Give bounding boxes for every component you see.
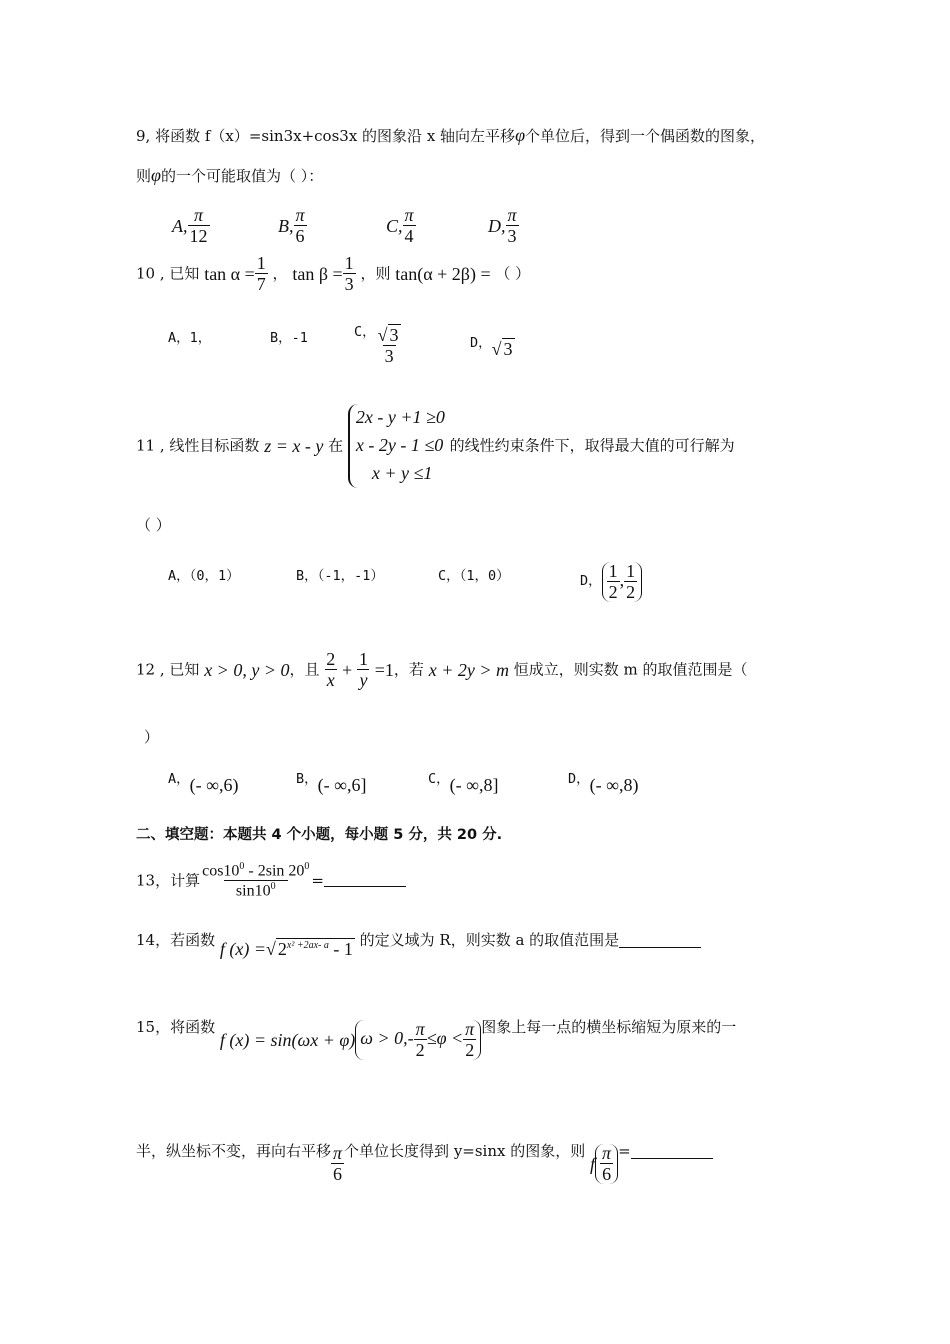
condition-a: ω > 0,- bbox=[360, 1028, 414, 1049]
q9-prompt: 的一个可能取值为（ ）： bbox=[160, 167, 324, 185]
fraction bbox=[324, 650, 337, 690]
q10-prefix: 10 , 已知 bbox=[136, 264, 200, 283]
denominator: 7 bbox=[256, 273, 266, 294]
interval: (- ∞,6) bbox=[189, 775, 239, 795]
q12-option-a[interactable] bbox=[168, 768, 239, 795]
q10-line bbox=[136, 254, 530, 294]
q14-suffix: 的定义域为 R，则实数 a 的取值范围是 bbox=[359, 931, 620, 949]
numerator: 1 bbox=[626, 561, 636, 581]
numerator: π bbox=[193, 205, 204, 225]
q9-line1 bbox=[136, 126, 765, 144]
sqrt-expression: √ $2^{x^2 +2ax- a} - 1$ bbox=[266, 939, 353, 959]
numerator: π bbox=[404, 205, 414, 225]
tan-alpha: tan α = bbox=[204, 263, 255, 284]
tan-beta: tan β = bbox=[292, 263, 343, 284]
option-label: A, bbox=[172, 215, 188, 236]
denominator: 2 bbox=[608, 581, 618, 602]
q15-function: f (x) = sin(ωx + φ) bbox=[219, 1029, 356, 1050]
denominator: x bbox=[326, 669, 335, 690]
q10-option-a[interactable]: A，1， bbox=[168, 330, 212, 346]
answer-paren: （ ） bbox=[495, 264, 531, 283]
denominator: 3 bbox=[344, 273, 354, 294]
numerator: 1 bbox=[608, 561, 618, 581]
sqrt-value: √ 3 bbox=[491, 339, 513, 359]
numerator: π bbox=[507, 205, 517, 225]
q15-line1 bbox=[136, 1020, 736, 1060]
objective-function: z = x - y bbox=[264, 435, 324, 456]
q12-close: ） bbox=[144, 728, 160, 746]
q15-line2 bbox=[136, 1144, 713, 1184]
q12-suffix: 恒成立，则实数 m 的取值范围是（ bbox=[513, 660, 748, 679]
fraction bbox=[403, 206, 416, 246]
denominator: 2 bbox=[415, 1039, 425, 1060]
q9-option-c[interactable] bbox=[386, 206, 416, 246]
numerator: π bbox=[295, 205, 305, 225]
fraction bbox=[188, 206, 210, 246]
numerator-b: - 2sin 20 bbox=[244, 862, 305, 880]
q9-line2 bbox=[136, 166, 323, 184]
q9-then: 则 bbox=[136, 167, 152, 185]
denominator: 6 bbox=[333, 1163, 343, 1184]
q12-prefix: 12 , 已知 bbox=[136, 660, 200, 679]
option-label: D， bbox=[568, 771, 590, 787]
option-label: B, bbox=[278, 215, 294, 236]
f-symbol: f bbox=[590, 1153, 596, 1174]
q12-option-d[interactable] bbox=[568, 768, 639, 795]
q11-option-b[interactable]: B，（-1，-1） bbox=[296, 568, 384, 584]
fraction bbox=[255, 254, 268, 294]
q11-suffix: 的线性约束条件下，取得最大值的可行解为 bbox=[449, 436, 735, 455]
q10-option-c[interactable] bbox=[354, 326, 403, 366]
denominator: 3 bbox=[507, 225, 517, 246]
degree-sup: 0 bbox=[304, 861, 310, 872]
q9-option-d[interactable] bbox=[488, 206, 519, 246]
q9-text: 9, 将函数 f（x）=sin3x+cos3x 的图象沿 x 轴向左平移 bbox=[136, 127, 516, 145]
numerator: 1 bbox=[358, 649, 368, 669]
q12-ruo: ，若 bbox=[393, 660, 424, 679]
fraction bbox=[506, 206, 519, 246]
q11-prefix: 11 , 线性目标函数 bbox=[136, 436, 260, 455]
q15-condition bbox=[355, 1020, 481, 1060]
option-label: C， bbox=[354, 324, 376, 340]
q9-option-a[interactable] bbox=[172, 206, 210, 246]
denominator: 3 bbox=[384, 345, 394, 366]
q13-prefix: 13，计算 bbox=[136, 871, 201, 890]
q11-option-d[interactable] bbox=[580, 562, 642, 602]
point-paren: $\frac{1}{2}$ , $\frac{1}{2}$ bbox=[602, 562, 643, 602]
denominator: 2 bbox=[626, 581, 636, 602]
q9-option-b[interactable] bbox=[278, 206, 307, 246]
phi-symbol: φ bbox=[515, 125, 526, 145]
option-label: B， bbox=[296, 771, 318, 787]
q14-line bbox=[136, 930, 701, 959]
q12-option-c[interactable] bbox=[428, 768, 499, 795]
q10-expression: tan(α + 2β) = bbox=[395, 263, 491, 284]
q11-option-c[interactable]: C，（1，0） bbox=[438, 568, 510, 584]
q15-suffix: 图象上每一点的横坐标缩短为原来的一 bbox=[481, 1018, 737, 1036]
constraint-2: x - 2y - 1 ≤0 bbox=[355, 434, 444, 455]
constraint-3: x + y ≤1 bbox=[371, 462, 433, 483]
numerator: π bbox=[602, 1143, 612, 1163]
constraint-1: 2x - y +1 ≥0 bbox=[355, 407, 445, 427]
numerator: 2 bbox=[326, 649, 336, 669]
option-label: D， bbox=[470, 335, 492, 351]
equals: = bbox=[618, 1142, 631, 1160]
fraction bbox=[357, 650, 370, 690]
denominator: 6 bbox=[295, 225, 305, 246]
condition-b: ≤φ < bbox=[426, 1028, 464, 1049]
numerator: π bbox=[465, 1019, 475, 1039]
section-heading: 二、填空题：本题共 4 个小题，每小题 5 分，共 20 分. bbox=[136, 827, 503, 843]
q10-option-d[interactable] bbox=[470, 332, 515, 359]
comma: ， bbox=[272, 264, 288, 283]
answer-blank[interactable] bbox=[619, 933, 701, 948]
q12-condition: x > 0, y > 0 bbox=[204, 659, 290, 680]
radicand: 3 bbox=[389, 325, 399, 345]
q11-option-a[interactable]: A，（0，1） bbox=[168, 568, 240, 584]
denominator: 2 bbox=[465, 1039, 475, 1060]
plus: + bbox=[342, 659, 353, 680]
q13-line bbox=[136, 862, 406, 900]
numerator: π bbox=[415, 1019, 425, 1039]
q13-fraction bbox=[200, 862, 311, 900]
interval: (- ∞,6] bbox=[317, 775, 367, 795]
option-label: A， bbox=[168, 771, 190, 787]
q9-text-end: 个单位后，得到一个偶函数的图象， bbox=[525, 127, 766, 145]
q14-prefix: 14，若函数 bbox=[136, 931, 216, 949]
q11-zai: 在 bbox=[328, 436, 344, 455]
interval: (- ∞,8] bbox=[449, 775, 499, 795]
equals-one: =1 bbox=[374, 659, 394, 680]
numerator: 1 bbox=[344, 253, 354, 273]
equals: = bbox=[311, 871, 324, 890]
q11-line bbox=[136, 404, 735, 488]
numerator: π bbox=[333, 1143, 343, 1163]
denominator: sin10 bbox=[235, 882, 271, 900]
answer-blank[interactable] bbox=[631, 1144, 713, 1159]
option-label: D， bbox=[580, 573, 602, 590]
fraction bbox=[331, 1144, 344, 1184]
q15-prefix: 15，将函数 bbox=[136, 1018, 216, 1036]
q10-option-b[interactable]: B，-1 bbox=[270, 330, 308, 346]
exponent: x² +2ax- a bbox=[286, 940, 329, 951]
denominator: 6 bbox=[602, 1163, 612, 1184]
minus-one: - 1 bbox=[328, 939, 353, 959]
option-label: C, bbox=[386, 215, 403, 236]
q10-then: ，则 bbox=[360, 264, 391, 283]
q14-function: f (x) = bbox=[219, 939, 266, 959]
f-argument bbox=[595, 1144, 618, 1184]
q11-paren: （ ） bbox=[136, 516, 171, 534]
denominator: 12 bbox=[189, 225, 208, 246]
fraction bbox=[343, 254, 356, 294]
base: 2 bbox=[277, 939, 287, 959]
q12-option-b[interactable] bbox=[296, 768, 367, 795]
sqrt-fraction: $\frac{√ 3}{3}$ bbox=[377, 325, 399, 366]
phi-symbol: φ bbox=[151, 165, 161, 185]
fraction bbox=[294, 206, 307, 246]
q12-line bbox=[136, 650, 748, 690]
numerator-a: cos10 bbox=[202, 862, 240, 880]
denominator: 4 bbox=[404, 225, 414, 246]
q12-qie: ，且 bbox=[289, 660, 320, 679]
radicand: 3 bbox=[503, 339, 513, 359]
numerator: 1 bbox=[256, 253, 266, 273]
constraint-system bbox=[348, 404, 445, 488]
option-label: C， bbox=[428, 771, 450, 787]
q15-line2-text: 半，纵坐标不变，再向右平移 bbox=[136, 1142, 332, 1160]
q15-line2-text-b: 个单位长度得到 y=sinx 的图象，则 bbox=[344, 1142, 586, 1160]
q12-inequality: x + 2y > m bbox=[428, 659, 509, 680]
degree-sup: 0 bbox=[239, 861, 245, 872]
degree-sup: 0 bbox=[270, 881, 276, 893]
interval: (- ∞,8) bbox=[589, 775, 639, 795]
denominator: y bbox=[359, 669, 368, 690]
option-label: D, bbox=[488, 215, 506, 236]
answer-blank[interactable] bbox=[324, 876, 406, 887]
